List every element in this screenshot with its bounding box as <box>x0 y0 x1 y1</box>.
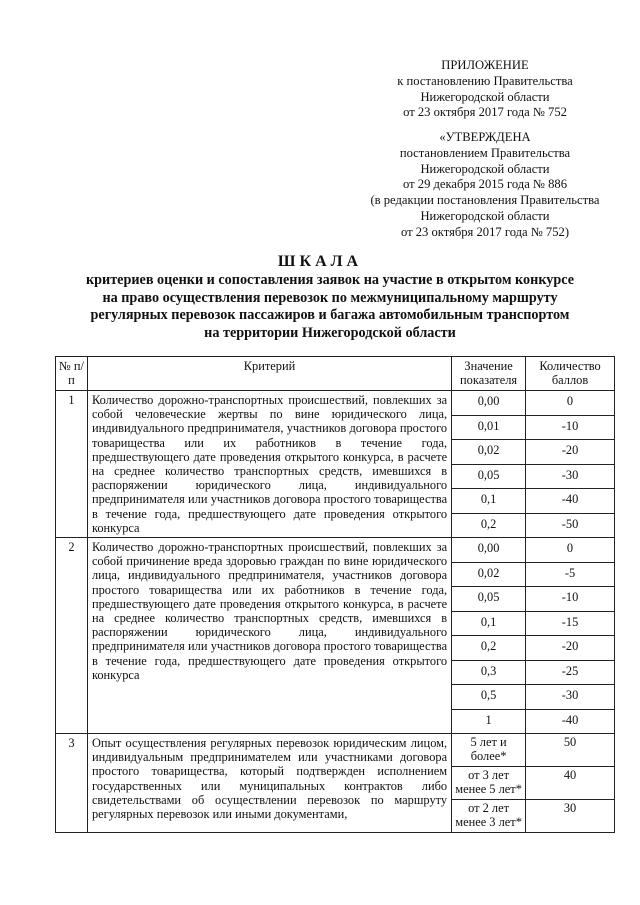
indicator-value: от 3 лет менее 5 лет* <box>452 767 526 800</box>
table-row <box>56 538 615 563</box>
indicator-value: 0,1 <box>452 489 526 514</box>
indicator-value: 0,05 <box>452 587 526 612</box>
row-number: 2 <box>56 538 88 734</box>
points-value: -30 <box>526 464 615 489</box>
document-subtitle <box>40 272 620 342</box>
subtitle-line: регулярных перевозок пассажиров и багажа автомобильным транспортом <box>90 307 570 323</box>
points-value: -30 <box>526 685 615 710</box>
points-value: -10 <box>526 587 615 612</box>
indicator-value: 0,01 <box>452 415 526 440</box>
approved-line: от 23 октября 2017 года № 752) <box>400 224 570 239</box>
header-points: Количество баллов <box>526 357 615 391</box>
header-num: № п/п <box>56 357 88 391</box>
row-number: 3 <box>56 734 88 833</box>
approved-line: от 29 декабря 2015 года № 886 <box>402 177 567 192</box>
points-value: -40 <box>526 709 615 734</box>
points-value: 40 <box>526 767 615 800</box>
points-value: -20 <box>526 440 615 465</box>
indicator-value: 1 <box>452 709 526 734</box>
points-value: 50 <box>526 734 615 767</box>
indicator-value: 0,00 <box>452 391 526 416</box>
approved-line: (в редакции постановления Правительства <box>370 193 600 208</box>
table-row <box>56 391 615 416</box>
document-title: ШКАЛА <box>277 253 363 270</box>
criterion-text: Опыт осуществления регулярных перевозок юридическим лицом, индивидуальным предпринимателем или участниками договора простого товарищества, который подтвержден исполнением государственных или муниципальных контрактов либо свидетельствами об осуществлении перевозок по маршруту регулярных перевозок или иными документами, <box>87 734 451 833</box>
indicator-value: 5 лет и более* <box>452 734 526 767</box>
criterion-text: Количество дорожно-транспортных происшествий, повлекших за собой человеческие жертвы по вине юридического лица, индивидуального предпринимателя, участников договора простого товарищества или их работников в течение года, предшествующего дате проведения открытого конкурса, в расчете на среднее количество транспортных средств, имевшихся в распоряжении юридического лица, индивидуального предпринимателя или участников договора простого товарищества в течение года, предшествующего дате проведения открытого конкурса <box>87 391 451 538</box>
criteria-table <box>55 356 615 833</box>
points-value: -50 <box>526 513 615 538</box>
indicator-value: от 2 лет менее 3 лет* <box>452 800 526 833</box>
subtitle-line: на территории Нижегородской области <box>204 324 456 341</box>
indicator-value: 0,3 <box>452 660 526 685</box>
points-value: 0 <box>526 391 615 416</box>
indicator-value: 0,02 <box>452 562 526 587</box>
points-value: 30 <box>526 800 615 833</box>
subtitle-line: на право осуществления перевозок по межмуниципальному маршруту <box>102 289 558 306</box>
points-value: -15 <box>526 611 615 636</box>
header-value: Значение показателя <box>452 357 526 391</box>
indicator-value: 0,00 <box>452 538 526 563</box>
indicator-value: 0,05 <box>452 464 526 489</box>
points-value: -40 <box>526 489 615 514</box>
appendix-line: от 23 октября 2017 года № 752 <box>403 105 567 120</box>
table-header-row <box>56 357 615 391</box>
indicator-value: 0,02 <box>452 440 526 465</box>
points-value: -5 <box>526 562 615 587</box>
appendix-line: к постановлению Правительства <box>397 73 573 88</box>
indicator-value: 0,2 <box>452 513 526 538</box>
subtitle-line: критериев оценки и сопоставления заявок на участие в открытом конкурсе <box>85 272 575 288</box>
indicator-value: 0,5 <box>452 685 526 710</box>
indicator-value: 0,1 <box>452 611 526 636</box>
appendix-heading: ПРИЛОЖЕНИЕ <box>441 58 529 72</box>
points-value: -10 <box>526 415 615 440</box>
points-value: 0 <box>526 538 615 563</box>
table-row <box>56 734 615 767</box>
points-value: -20 <box>526 636 615 661</box>
appendix-line: Нижегородской области <box>420 89 550 104</box>
approved-block <box>340 130 630 241</box>
approved-line: постановлением Правительства <box>399 145 571 160</box>
approved-line: Нижегородской области <box>420 208 550 223</box>
approved-heading: «УТВЕРЖДЕНА <box>439 130 531 144</box>
table-body <box>56 391 615 833</box>
indicator-value: 0,2 <box>452 636 526 661</box>
points-value: -25 <box>526 660 615 685</box>
approved-line: Нижегородской области <box>420 161 550 176</box>
appendix-block <box>340 58 630 121</box>
header-criterion: Критерий <box>87 357 451 391</box>
row-number: 1 <box>56 391 88 538</box>
criterion-text: Количество дорожно-транспортных происшествий, повлекших за собой причинение вреда здоровью граждан по вине юридического лица, индивидуального предпринимателя, участников договора простого товарищества или их работников в течение года, предшествующего дате проведения открытого конкурса, в расчете на среднее количество транспортных средств, имевшихся в распоряжении юридического лица, индивидуального предпринимателя или участников договора простого товарищества в течение года, предшествующего дате проведения открытого конкурса <box>87 538 451 734</box>
